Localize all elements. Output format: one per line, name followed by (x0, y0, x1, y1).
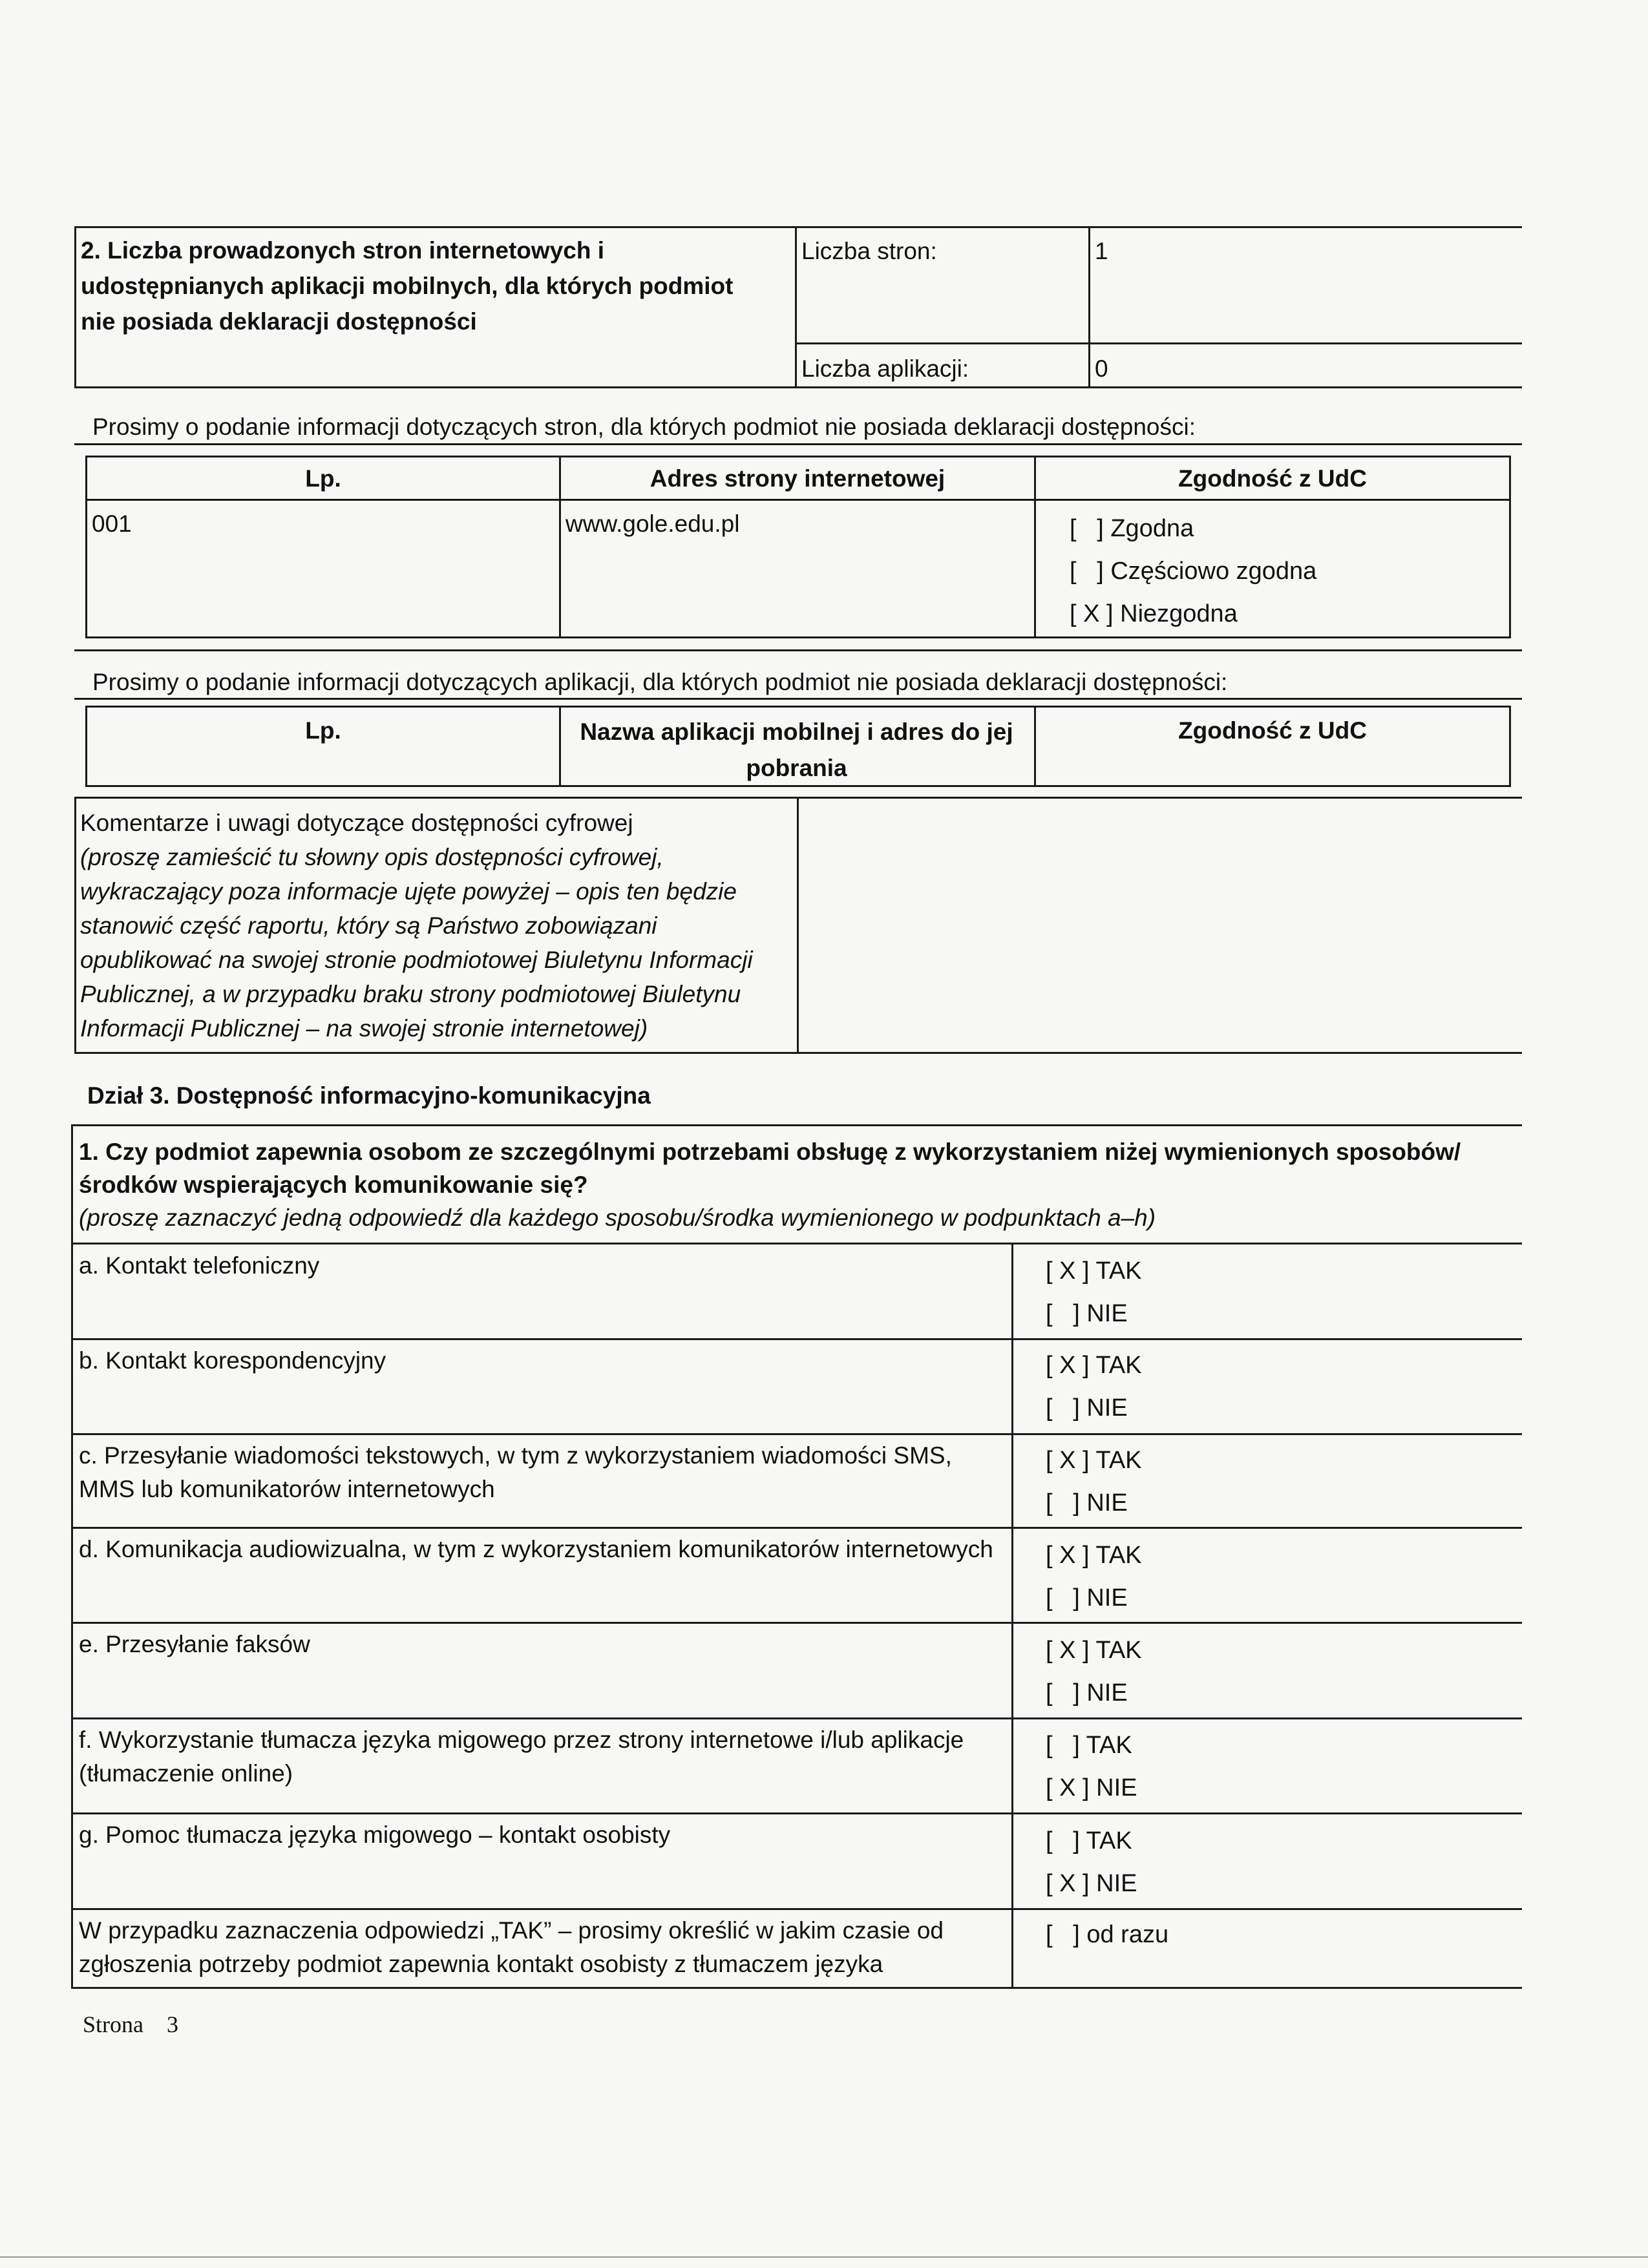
q1-title: 1. Czy podmiot zapewnia osobom ze szczególnymi potrzebami obsługę z wykorzystaniem niżej wymienionych sposobów/środków wspierających komunikowanie się? (79, 1139, 1461, 1198)
item-c-checkbox-yes[interactable]: [ X ] TAK (1046, 1447, 1142, 1474)
website-compliance-checkbox-noncompliant[interactable]: [ X ] Niezgodna (1070, 600, 1238, 627)
item-a-label: a. Kontakt telefoniczny (79, 1252, 320, 1279)
followup-checkbox-immediately[interactable]: [ ] od razu (1046, 1921, 1169, 1948)
item-e-checkbox-no[interactable]: [ ] NIE (1046, 1679, 1128, 1706)
followup-label: W przypadku zaznaczenia odpowiedzi „TAK” – prosimy określić w jakim czasie od zgłoszenia potrzeby podmiot zapewnia kontakt osobisty z tłumaczem języka (79, 1917, 944, 1977)
item-e-label: e. Przesyłanie faksów (79, 1631, 310, 1657)
item-a-checkbox-no[interactable]: [ ] NIE (1046, 1300, 1128, 1327)
item-f-checkbox-no[interactable]: [ X ] NIE (1046, 1774, 1137, 1801)
section3-heading: Dział 3. Dostępność informacyjno-komunikacyjna (87, 1082, 651, 1109)
item-d-checkbox-no[interactable]: [ ] NIE (1046, 1584, 1128, 1612)
item-b-checkbox-no[interactable]: [ ] NIE (1046, 1394, 1128, 1422)
comments-title: Komentarze i uwagi dotyczące dostępności cyfrowej (80, 810, 633, 836)
pages-count-value[interactable]: 1 (1095, 238, 1108, 264)
comments-textarea[interactable] (801, 801, 1519, 1049)
item-g-checkbox-yes[interactable]: [ ] TAK (1046, 1827, 1132, 1854)
item-c-label: c. Przesyłanie wiadomości tekstowych, w tym z wykorzystaniem wiadomości SMS, MMS lub komunikatorów internetowych (79, 1442, 952, 1502)
item-f-checkbox-yes[interactable]: [ ] TAK (1046, 1732, 1132, 1759)
website-row-lp: 001 (92, 510, 132, 537)
website-row-address: www.gole.edu.pl (565, 510, 740, 537)
item-c-checkbox-no[interactable]: [ ] NIE (1046, 1489, 1128, 1517)
website-compliance-checkbox-compliant[interactable]: [ ] Zgodna (1070, 515, 1194, 542)
websites-header-compliance: Zgodność z UdC (1178, 465, 1367, 492)
item-g-checkbox-no[interactable]: [ X ] NIE (1046, 1870, 1137, 1897)
item-b-label: b. Kontakt korespondencyjny (79, 1347, 386, 1374)
q1-note: (proszę zaznaczyć jedną odpowiedź dla każdego sposobu/środka wymienionego w podpunktach a–h) (79, 1204, 1156, 1231)
websites-prompt: Prosimy o podanie informacji dotyczących stron, dla których podmiot nie posiada deklaracji dostępności: (92, 414, 1196, 440)
item-f-label: f. Wykorzystanie tłumacza języka migowego przez strony internetowe i/lub aplikacje (tłumaczenie online) (79, 1727, 964, 1787)
item-b-checkbox-yes[interactable]: [ X ] TAK (1046, 1352, 1142, 1379)
pages-count-label: Liczba stron: (801, 238, 937, 264)
page-footer (83, 2011, 178, 2038)
apps-header-name: Nazwa aplikacji mobilnej i adres do jej pobrania (580, 719, 1013, 781)
apps-prompt: Prosimy o podanie informacji dotyczących aplikacji, dla których podmiot nie posiada deklaracji dostępności: (92, 669, 1228, 695)
websites-header-address: Adres strony internetowej (650, 465, 945, 492)
apps-count-value[interactable]: 0 (1095, 355, 1108, 382)
item-d-checkbox-yes[interactable]: [ X ] TAK (1046, 1542, 1142, 1569)
item-g-label: g. Pomoc tłumacza języka migowego – kontakt osobisty (79, 1822, 671, 1848)
q2-title: 2. Liczba prowadzonych stron internetowych i udostępnianych aplikacji mobilnych, dla których podmiot nie posiada deklaracji dostępności (81, 237, 734, 335)
page-label: Strona (83, 2011, 143, 2037)
apps-header-compliance: Zgodność z UdC (1178, 717, 1367, 744)
comments-note: (proszę zamieścić tu słowny opis dostępności cyfrowej, wykraczający poza informacje ujęte powyżej – opis ten będzie stanowić część raportu, który są Państwo zobowiązani opublikować na swojej stronie podmiotowej Biuletynu Informacji Publicznej, a w przypadku braku strony podmiotowej Biuletynu Informacji Publicznej – na swojej stronie internetowej) (80, 844, 753, 1042)
website-compliance-checkbox-partial[interactable]: [ ] Częściowo zgodna (1070, 558, 1317, 585)
websites-header-lp: Lp. (305, 465, 341, 492)
item-e-checkbox-yes[interactable]: [ X ] TAK (1046, 1637, 1142, 1664)
page-number: 3 (167, 2011, 178, 2037)
comments-label (80, 806, 791, 1045)
q1-block (79, 1135, 1507, 1234)
item-a-checkbox-yes[interactable]: [ X ] TAK (1046, 1257, 1142, 1285)
item-d-label: d. Komunikacja audiowizualna, w tym z wykorzystaniem komunikatorów internetowych (79, 1536, 993, 1562)
apps-header-lp: Lp. (305, 717, 341, 744)
apps-count-label: Liczba aplikacji: (801, 355, 969, 382)
